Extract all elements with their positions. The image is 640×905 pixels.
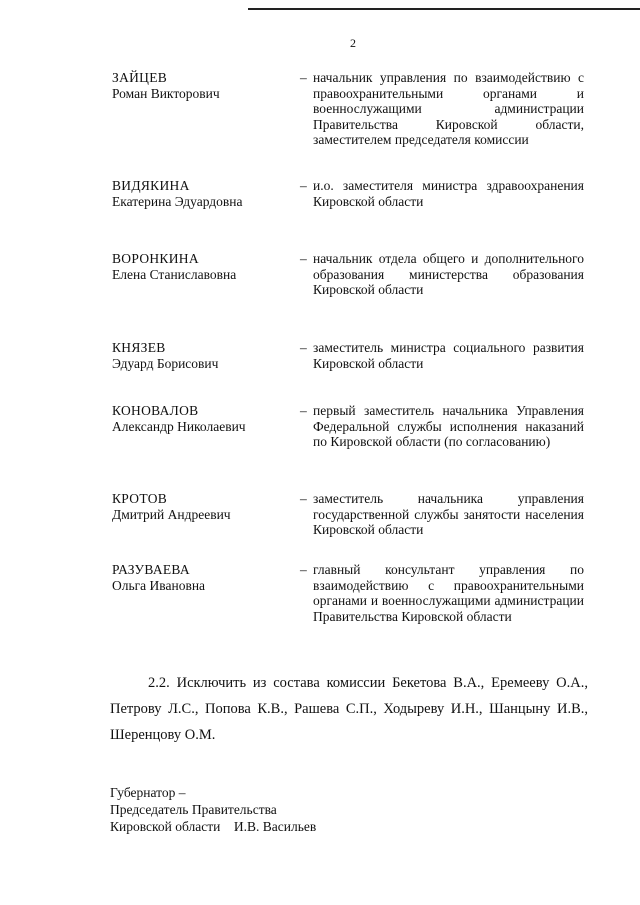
member-position: начальник отдела общего и дополнительного образования министерства образования Кировской области — [313, 251, 584, 297]
dash: – — [300, 340, 307, 355]
member-name — [112, 178, 292, 209]
page-number: 2 — [350, 36, 356, 50]
member-given-names: Елена Станиславовна — [112, 266, 237, 282]
member-surname: КРОТОВ — [112, 491, 168, 506]
dash: – — [300, 178, 307, 193]
member-position: первый заместитель начальника Управления Федеральной службы исполнения наказаний по Кировской области (по согласованию) — [313, 403, 584, 449]
member-position: главный консультант управления по взаимодействию с правоохранительными органами и военнослужащими администрации Правительства Кировской области — [313, 562, 584, 624]
member-name — [112, 340, 292, 371]
member-position: заместитель министра социального развития Кировской области — [313, 340, 584, 371]
member-given-names: Александр Николаевич — [112, 418, 246, 434]
member-given-names: Ольга Ивановна — [112, 577, 206, 593]
member-name — [112, 491, 292, 522]
top-rule — [248, 8, 640, 10]
signature-line-2: Председатель Правительства — [110, 802, 277, 817]
member-surname: КНЯЗЕВ — [112, 340, 166, 355]
member-given-names: Дмитрий Андреевич — [112, 506, 231, 522]
exclusion-paragraph: 2.2. Исключить из состава комиссии Бекетова В.А., Еремееву О.А., Петрову Л.С., Попова К.В., Рашева С.П., Ходыреву И.Н., Шанцыну И.В., Шеренцову О.М. — [110, 675, 588, 743]
member-given-names: Роман Викторович — [112, 85, 220, 101]
member-given-names: Екатерина Эдуардовна — [112, 193, 243, 209]
member-surname: ВИДЯКИНА — [112, 178, 190, 193]
member-name — [112, 251, 292, 282]
member-surname: РАЗУВАЕВА — [112, 562, 190, 577]
member-name — [112, 562, 292, 593]
member-surname: ЗАЙЦЕВ — [112, 70, 168, 85]
member-given-names: Эдуард Борисович — [112, 355, 219, 371]
dash: – — [300, 491, 307, 506]
signature-block — [110, 784, 316, 835]
member-surname: ВОРОНКИНА — [112, 251, 199, 266]
member-name — [112, 403, 292, 434]
dash: – — [300, 403, 307, 418]
signature-line-3: Кировской области И.В. Васильев — [110, 819, 317, 834]
dash: – — [300, 562, 307, 577]
member-position: и.о. заместителя министра здравоохранения Кировской области — [313, 178, 584, 209]
dash: – — [300, 251, 307, 266]
member-surname: КОНОВАЛОВ — [112, 403, 199, 418]
member-position: заместитель начальника управления государственной службы занятости населения Кировской области — [313, 491, 584, 537]
member-name — [112, 70, 292, 101]
dash: – — [300, 70, 307, 85]
member-position: начальник управления по взаимодействию с правоохранительными органами и военнослужащими администрации Правительства Кировской области, заместителем председателя комиссии — [313, 70, 584, 147]
signature-line-1: Губернатор – — [110, 785, 186, 800]
